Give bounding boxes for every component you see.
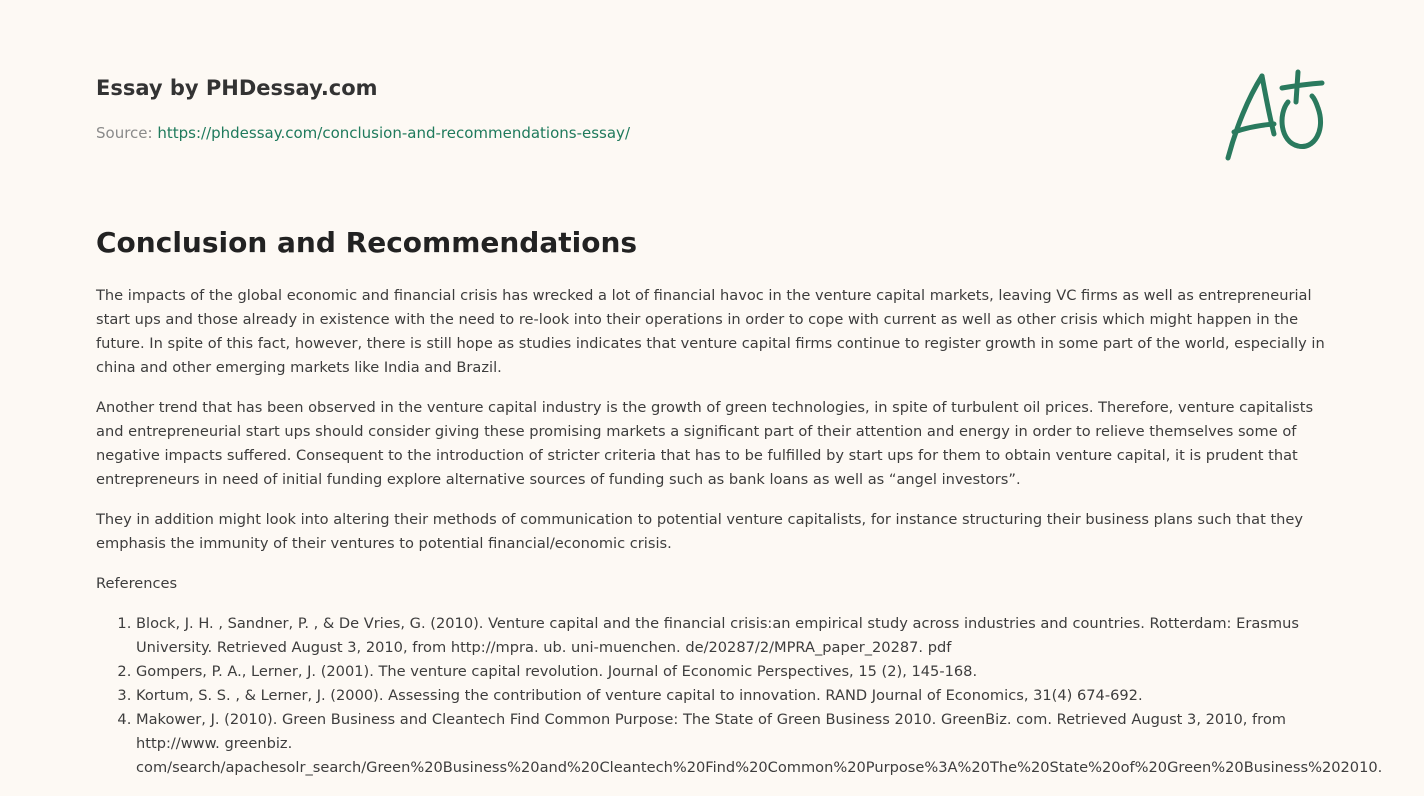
references-list xyxy=(96,612,1383,780)
reference-item-line: com/search/apachesolr_search/Green%20Business%20and%20Cleantech%20Find%20Common%20Purpose%3A%20The%20State%20of%20Green%20Business%202010. xyxy=(136,759,1383,776)
paragraph: The impacts of the global economic and financial crisis has wrecked a lot of financial havoc in the venture capital markets, leaving VC firms as well as entrepreneurial start ups and those already in existence with the need to re-look into their operations in order to cope with current as well as other crisis which might happen in the future. In spite of this fact, however, there is still hope as studies indicates that venture capital firms continue to register growth in some part of the world, especially in china and other emerging markets like India and Brazil. xyxy=(96,287,1325,376)
essay-body xyxy=(96,284,1383,780)
reference-item: 3. Kortum, S. S. , & Lerner, J. (2000). Assessing the contribution of venture capital to innovation. RAND Journal of Economics, 31(4) 674-692. xyxy=(136,684,1336,708)
site-title: Essay by PHDessay.com xyxy=(96,76,378,100)
reference-item xyxy=(136,708,1383,780)
source-label: Source: xyxy=(96,124,153,142)
source-link[interactable]: https://phdessay.com/conclusion-and-recommendations-essay/ xyxy=(157,124,630,142)
paragraph: They in addition might look into altering their methods of communication to potential venture capitalists, for instance structuring their business plans such that they emphasis the immunity of their ventures to potential financial/economic crisis. xyxy=(96,511,1304,552)
essay-title: Conclusion and Recommendations xyxy=(96,226,638,259)
references-heading: References xyxy=(96,575,178,592)
source-line xyxy=(96,124,630,142)
reference-item: 2. Gompers, P. A., Lerner, J. (2001). The venture capital revolution. Journal of Economic Perspectives, 15 (2), 145-168. xyxy=(136,660,1336,684)
reference-item: 1. Block, J. H. , Sandner, P. , & De Vries, G. (2010). Venture capital and the financial crisis:an empirical study across industries and countries. Rotterdam: Erasmus University. Retrieved August 3, 2010, from http://mpra. ub. uni-muenchen. de/20287/2/MPRA_paper_20287. pdf xyxy=(136,612,1336,660)
a-plus-logo-icon xyxy=(1222,68,1328,164)
paragraph: Another trend that has been observed in the venture capital industry is the growth of green technologies, in spite of turbulent oil prices. Therefore, venture capitalists and entrepreneurial start ups should consider giving these promising markets a significant part of their attention and energy in order to relieve themselves some of negative impacts suffered. Consequent to the introduction of stricter criteria that has to be fulfilled by start ups for them to obtain venture capital, it is prudent that entrepreneurs in need of initial funding explore alternative sources of funding such as bank loans as well as “angel investors”. xyxy=(96,399,1314,488)
reference-item-line: Makower, J. (2010). Green Business and Cleantech Find Common Purpose: The State of Green Business 2010. GreenBiz. com. Retrieved August 3, 2010, from http://www. greenbiz. xyxy=(136,711,1286,752)
